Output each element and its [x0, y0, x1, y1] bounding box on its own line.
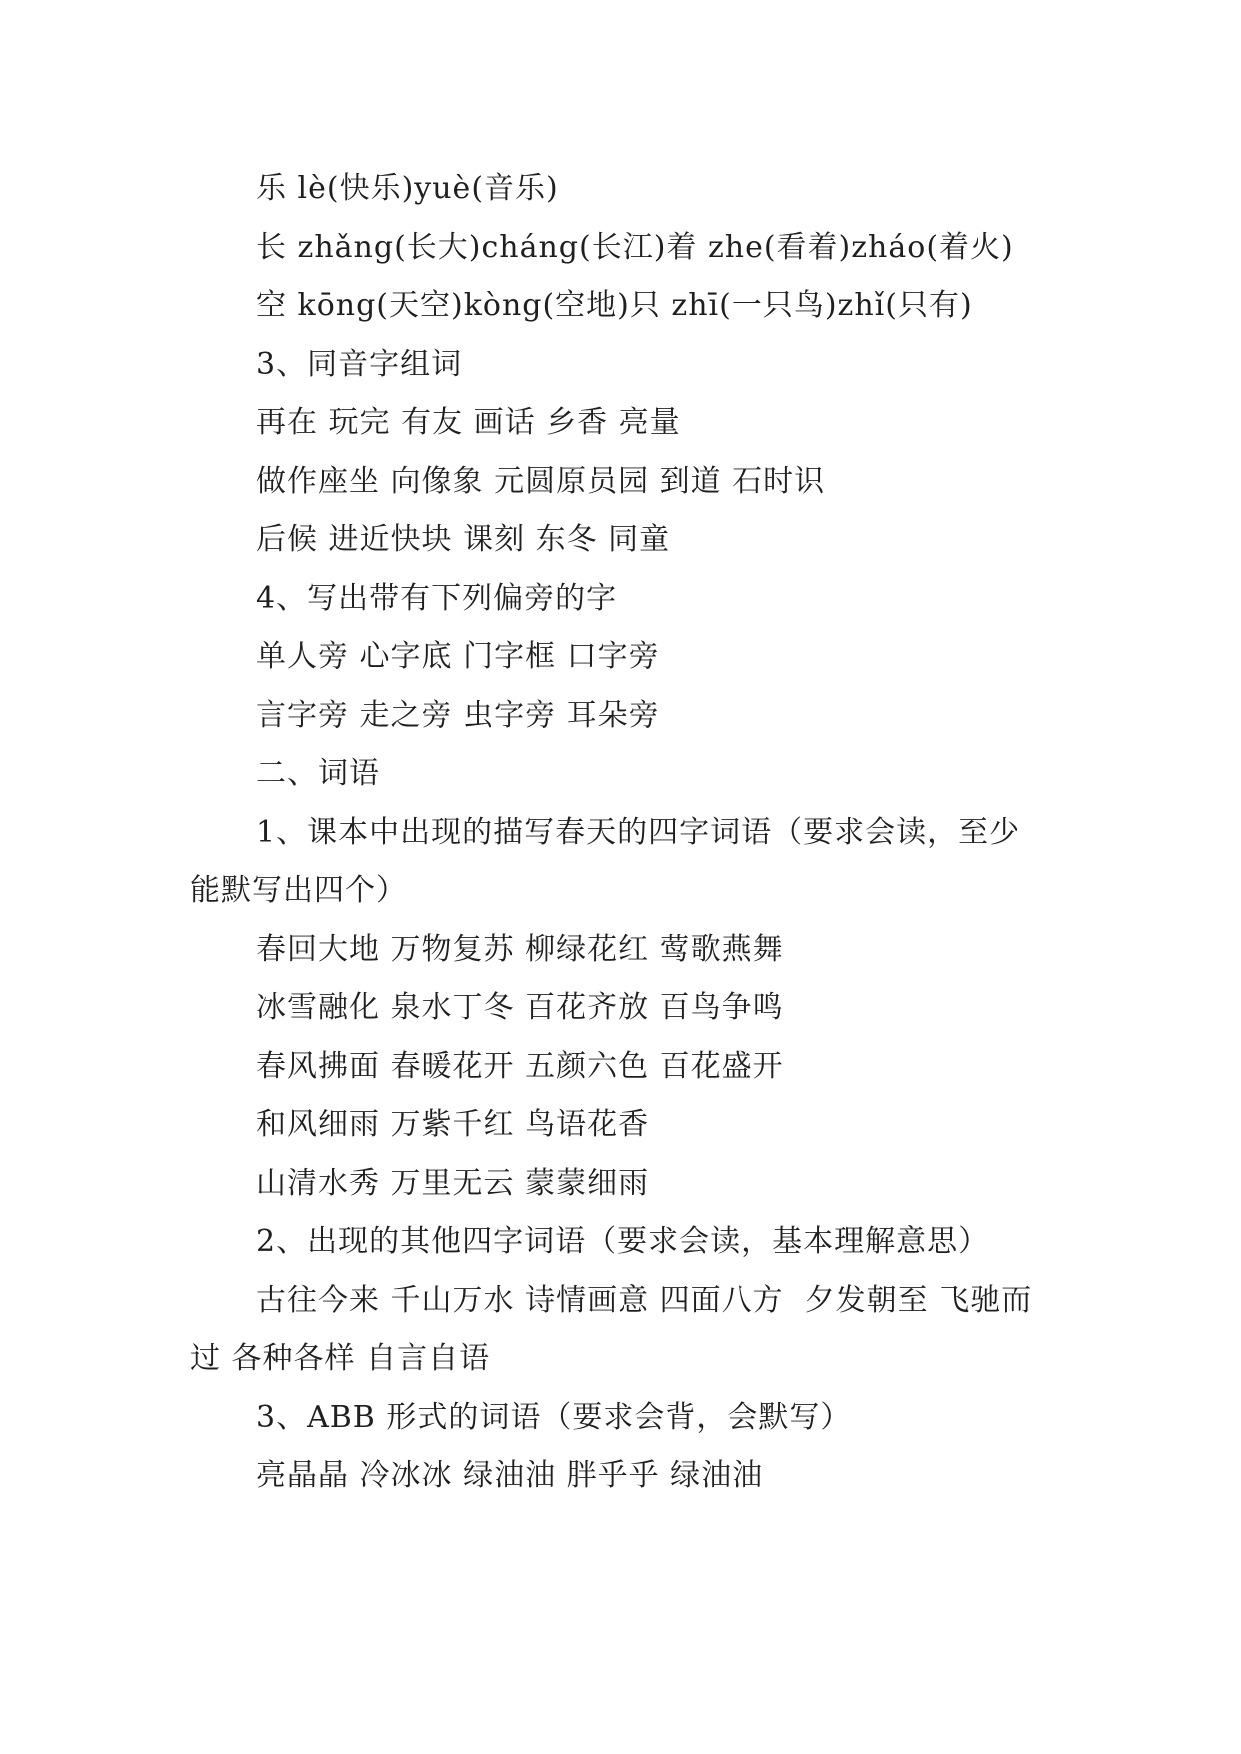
text-line-radicals-1: 单人旁 心字底 门字框 口字旁	[256, 639, 660, 674]
section-heading-spring-idioms: 1、课本中出现的描写春天的四字词语（要求会读，至少能默写出四个）	[190, 814, 1021, 908]
document-body	[190, 160, 1050, 1506]
text-line-spring-idioms-2: 冰雪融化 泉水丁冬 百花齐放 百鸟争鸣	[256, 990, 784, 1025]
text-line-spring-idioms-1: 春回大地 万物复苏 柳绿花红 莺歌燕舞	[256, 931, 784, 967]
text-line-spring-idioms-3: 春风拂面 春暖花开 五颜六色 百花盛开	[256, 1048, 784, 1084]
text-line-pinyin-le: 乐 lè(快乐)yuè(音乐)	[256, 171, 559, 206]
section-heading-radicals: 4、写出带有下列偏旁的字	[256, 580, 618, 616]
text-line-pinyin-chang-zhe: 长 zhǎng(长大)cháng(长江)着 zhe(看着)zháo(着火)	[256, 229, 1014, 265]
section-heading-homophones: 3、同音字组词	[256, 346, 463, 382]
text-line-abb-words: 亮晶晶 冷冰冰 绿油油 胖乎乎 绿油油	[256, 1458, 764, 1493]
chapter-heading-words: 二、词语	[256, 756, 380, 791]
text-line-radicals-2: 言字旁 走之旁 虫字旁 耳朵旁	[256, 697, 660, 733]
section-heading-other-idioms: 2、出现的其他四字词语（要求会读，基本理解意思）	[256, 1224, 990, 1259]
text-line-other-idioms: 古往今来 千山万水 诗情画意 四面八方 夕发朝至 飞驰而过 各种各样 自言自语	[190, 1282, 1033, 1376]
text-line-homophones-3: 后候 进近快块 课刻 东冬 同童	[256, 522, 671, 557]
text-line-homophones-1: 再在 玩完 有友 画话 乡香 亮量	[256, 405, 681, 440]
text-line-spring-idioms-5: 山清水秀 万里无云 蒙蒙细雨	[256, 1165, 650, 1201]
text-line-pinyin-kong-zhi: 空 kōng(天空)kòng(空地)只 zhī(一只鸟)zhǐ(只有)	[256, 288, 973, 323]
text-line-homophones-2: 做作座坐 向像象 元圆原员园 到道 石时识	[256, 463, 826, 499]
section-heading-abb-words: 3、ABB 形式的词语（要求会背，会默写）	[256, 1399, 852, 1435]
text-line-spring-idioms-4: 和风细雨 万紫千红 鸟语花香	[256, 1107, 650, 1142]
